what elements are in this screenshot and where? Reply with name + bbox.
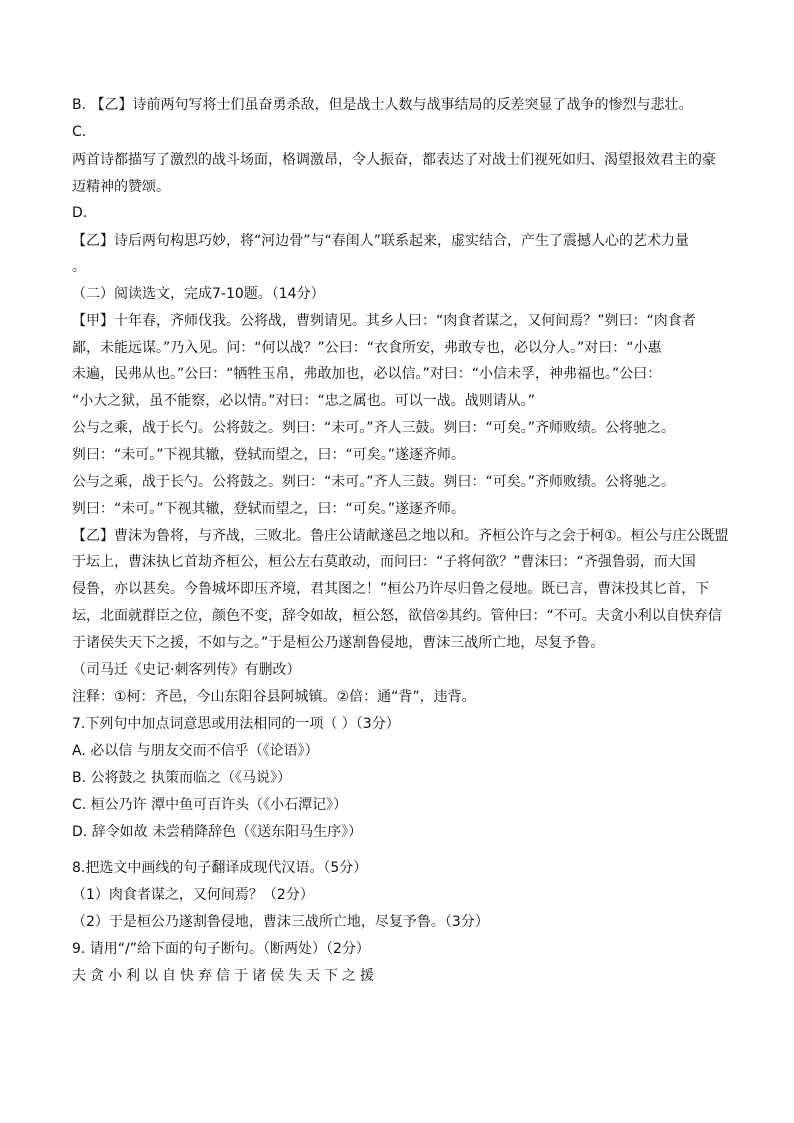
passage-jia-line-1: 【甲】十年春，齐师伐我。公将战，曹刿请见。其乡人曰：“肉食者谋之，又何间焉？”刿曰：“肉食者 — [72, 313, 696, 329]
passage-jia-line-3: 未遍，民弗从也。”公曰：“牺牲玉帛，弗敢加也，必以信。”对曰：“小信未孚，神弗福也。”公曰： — [72, 366, 662, 382]
passage-jia-line-2: 鄙，未能远谋。”乃入见。问：“何以战？”公曰：“衣食所安，弗敢专也，必以分人。”对曰：“小惠 — [72, 340, 662, 356]
question-8-part-1: （1）肉食者谋之，又何间焉？（2分） — [72, 887, 314, 903]
option-b-line: B. 【乙】诗前两句写将士们虽奋勇杀敌，但是战士人数与战事结局的反差突显了战争的惨烈与悲壮。 — [72, 97, 693, 113]
passage-yi-line-4: 坛，北面就群臣之位，颜色不变，辞令如故，桓公怒，欲倍②其约。管仲曰：“不可。夫贪小利以自快弃信 — [72, 608, 722, 624]
question-7-option-d: D. 辞令如故 未尝稍降辞色（《送东阳马生序》） — [72, 824, 363, 840]
option-d-text-line-2: 。 — [72, 259, 86, 275]
option-c-text-line-1: 两首诗都描写了激烈的战斗场面，格调激昂，令人振奋，都表达了对战士们视死如归、渴望报效君主的豪 — [72, 152, 716, 168]
question-8-stem: 8.把选文中画线的句子翻译成现代汉语。（5分） — [72, 860, 368, 876]
question-7-option-a: A. 必以信 与朋友交而不信乎（《论语》） — [72, 743, 319, 759]
annotation-notes: 注释：①柯：齐邑，今山东阳谷县阿城镇。②倍：通“背”，违背。 — [72, 689, 476, 705]
section-two-heading: （二）阅读选文，完成7-10题。（14分） — [72, 286, 325, 302]
question-9-sentence: 夫贪小利以自快弃信于诸侯失天下之援 — [72, 968, 378, 984]
option-c-label: C. — [72, 124, 87, 140]
passage-yi-line-3: 侵鲁，亦以甚矣。今鲁城坏即压齐境，君其图之！”桓公乃许尽归鲁之侵地。既已言，曹沫投其匕首，下 — [72, 581, 710, 597]
passage-jia-line-4: “小大之狱，虽不能察，必以情。”对曰：“忠之属也。可以一战。战则请从。” — [72, 393, 536, 409]
question-7-option-c: C. 桓公乃许 潭中鱼可百许头（《小石潭记》） — [72, 797, 348, 813]
question-9-stem: 9. 请用“/”给下面的句子断句。（断两处）（2分） — [72, 941, 370, 957]
passage-yi-line-2: 于坛上，曹沫执匕首劫齐桓公，桓公左右莫敢动，而问曰：“子将何欲？”曹沫曰：“齐强鲁弱，而大国 — [72, 554, 696, 570]
option-d-label: D. — [72, 205, 88, 221]
passage-jia-line-5: 公与之乘，战于长勺。公将鼓之。刿曰：“未可。”齐人三鼓。刿曰：“可矣。”齐师败绩。公将驰之。 — [72, 420, 676, 436]
passage-yi-line-5: 于诸侯失天下之援，不如与之。”于是桓公乃遂割鲁侵地，曹沫三战所亡地，尽复予鲁。 — [72, 635, 605, 651]
passage-jia-line-7: 公与之乘，战于长勺。公将鼓之。刿曰：“未可。”齐人三鼓。刿曰：“可矣。”齐师败绩。公将驰之。 — [72, 474, 676, 490]
passage-jia-line-8: 刿曰：“未可。”下视其辙，登轼而望之，曰：“可矣。”遂逐齐师。 — [72, 501, 466, 517]
passage-yi-line-1: 【乙】曹沫为鲁将，与齐战，三败北。鲁庄公请献遂邑之地以和。齐桓公许与之会于柯①。桓公与庄公既盟 — [72, 528, 729, 544]
question-7-option-b: B. 公将鼓之 执策而临之（《马说》） — [72, 770, 291, 786]
option-c-text-line-2: 迈精神的赞颂。 — [72, 179, 170, 195]
question-7-stem: 7.下列句中加点词意思或用法相同的一项（ ）（3分） — [72, 716, 400, 732]
option-d-text-line-1: 【乙】诗后两句构思巧妙，将“河边骨”与“春闺人”联系起来，虚实结合，产生了震撼人心的艺术力量 — [72, 233, 690, 249]
source-citation: （司马迁《史记·刺客列传》有删改） — [72, 662, 301, 678]
question-8-part-2: （2）于是桓公乃遂割鲁侵地，曹沫三战所亡地，尽复予鲁。（3分） — [72, 914, 489, 930]
passage-jia-line-6: 刿曰：“未可。”下视其辙，登轼而望之，曰：“可矣。”遂逐齐师。 — [72, 447, 466, 463]
